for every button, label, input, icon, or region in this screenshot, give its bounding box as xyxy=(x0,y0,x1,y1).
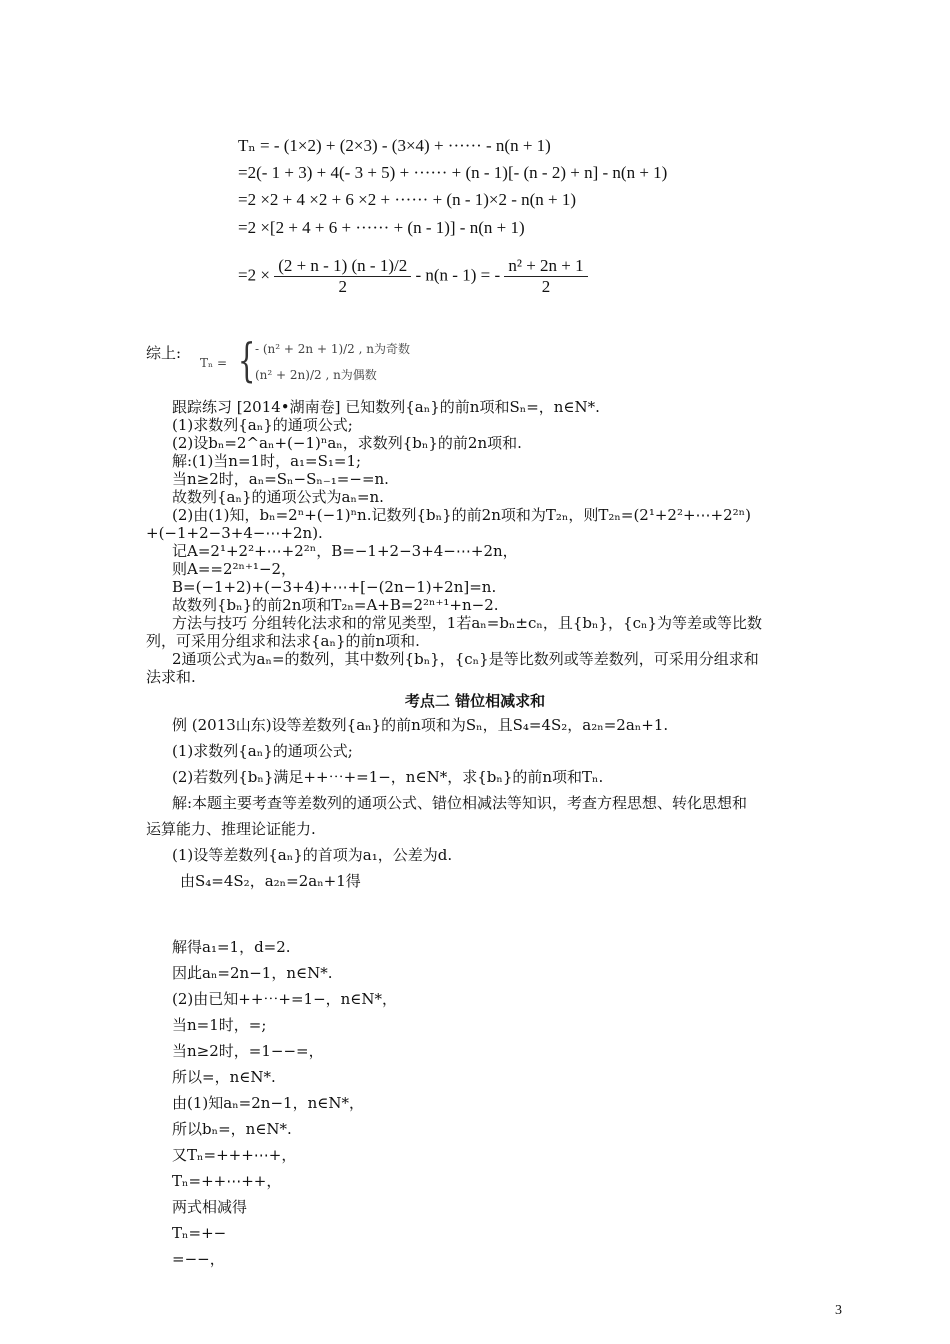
section-heading: 考点二 错位相减求和 xyxy=(404,692,546,710)
body3-line-11: Tₙ=+− xyxy=(172,1224,227,1242)
summary-case-odd: - (n² + 2n + 1)/2 , n为奇数 xyxy=(255,342,410,356)
body1-line-11: 故数列{bₙ}的前2n项和T₂ₙ=A+B=2²ⁿ⁺¹+n−2. xyxy=(172,596,499,614)
body2-line-0: 例 (2013山东)设等差数列{aₙ}的前n项和为Sₙ，且S₄=4S₂，a₂ₙ=2aₙ+1. xyxy=(172,716,669,734)
body3-line-4: 当n≥2时，=1−−=， xyxy=(172,1042,324,1060)
body3-line-8: 又Tₙ=+++⋯+， xyxy=(172,1146,297,1164)
body1-line-14: 2通项公式为aₙ=的数列，其中数列{bₙ}，{cₙ}是等比数列或等差数列，可采用分组求和 xyxy=(172,650,759,668)
body1-line-6: (2)由(1)知，bₙ=2ⁿ+(−1)ⁿn.记数列{bₙ}的前2n项和为T₂ₙ，则T₂ₙ=(2¹+2²+⋯+2²ⁿ) xyxy=(172,506,752,524)
body3-line-6: 由(1)知aₙ=2n−1，n∈N*， xyxy=(172,1094,364,1112)
body2-line-5: (1)设等差数列{aₙ}的首项为a₁，公差为d. xyxy=(172,846,453,864)
derivation-line-3: =2 ×2 + 4 ×2 + 6 ×2 + ······ + (n - 1)×2 - n(n + 1) xyxy=(238,190,577,209)
fraction-2-numerator: n² + 2n + 1 xyxy=(504,256,587,277)
body1-line-13: 列，可采用分组求和法求{aₙ}的前n项和. xyxy=(146,632,420,650)
body1-line-5: 故数列{aₙ}的通项公式为aₙ=n. xyxy=(172,488,384,506)
body3-line-7: 所以bₙ=，n∈N*. xyxy=(172,1120,292,1138)
body3-line-0: 解得a₁=1，d=2. xyxy=(172,938,291,956)
body1-line-1: (1)求数列{aₙ}的通项公式; xyxy=(172,416,353,434)
fraction-1-numerator: (2 + n - 1) (n - 1)/2 xyxy=(274,256,411,277)
body1-line-10: B=(−1+2)+(−3+4)+⋯+[−(2n−1)+2n]=n. xyxy=(172,578,497,596)
body1-line-8: 记A=2¹+2²+⋯+2²ⁿ，B=−1+2−3+4−⋯+2n， xyxy=(172,542,518,560)
body3-line-1: 因此aₙ=2n−1，n∈N*. xyxy=(172,964,333,982)
fraction-1-denominator: 2 xyxy=(338,277,347,296)
body3-line-12: =−−， xyxy=(172,1250,225,1268)
summary-lhs: Tₙ = xyxy=(200,356,228,370)
body3-line-9: Tₙ=++⋯++， xyxy=(172,1172,282,1190)
fraction-1 xyxy=(274,256,411,297)
derivation-line-4: =2 ×[2 + 4 + 6 + ······ + (n - 1)] - n(n + 1) xyxy=(238,218,525,237)
body1-line-9: 则A==2²ⁿ⁺¹−2， xyxy=(172,560,297,578)
derivation-line-5-middle: - n(n - 1) = - xyxy=(415,265,501,285)
body1-line-2: (2)设bₙ=2^aₙ+(−1)ⁿaₙ，求数列{bₙ}的前2n项和. xyxy=(172,434,522,452)
body1-line-0: 跟踪练习 [2014•湖南卷] 已知数列{aₙ}的前n项和Sₙ=，n∈N*. xyxy=(172,398,600,416)
summary-case-even: (n² + 2n)/2 , n为偶数 xyxy=(255,368,377,382)
body2-line-6: 由S₄=4S₂，a₂ₙ=2aₙ+1得 xyxy=(180,872,361,890)
body2-line-1: (1)求数列{aₙ}的通项公式; xyxy=(172,742,353,760)
body2-line-3: 解:本题主要考查等差数列的通项公式、错位相减法等知识，考查方程思想、转化思想和 xyxy=(172,794,748,812)
body1-line-3: 解:(1)当n=1时，a₁=S₁=1; xyxy=(172,452,362,470)
fraction-2-denominator: 2 xyxy=(541,277,551,296)
summary-label: 综上: xyxy=(146,344,182,362)
body1-line-7: +(−1+2−3+4−⋯+2n). xyxy=(146,524,323,542)
body3-line-2: (2)由已知++⋯+=1−，n∈N*， xyxy=(172,990,398,1008)
body3-line-10: 两式相减得 xyxy=(172,1198,248,1216)
piecewise-brace: { xyxy=(237,333,256,387)
body1-line-12: 方法与技巧 分组转化法求和的常见类型，1若aₙ=bₙ±cₙ，且{bₙ}，{cₙ}为等差或等比数 xyxy=(172,614,763,632)
derivation-line-2: =2(- 1 + 3) + 4(- 3 + 5) + ······ + (n - 1)[- (n - 2) + n] - n(n + 1) xyxy=(238,163,668,182)
body1-line-15: 法求和. xyxy=(146,668,196,686)
fraction-2 xyxy=(504,256,587,297)
derivation-line-5 xyxy=(238,256,588,297)
body2-line-4: 运算能力、推理论证能力. xyxy=(146,820,316,838)
body3-line-5: 所以=，n∈N*. xyxy=(172,1068,276,1086)
derivation-line-1: Tₙ = - (1×2) + (2×3) - (3×4) + ······ - n(n + 1) xyxy=(238,136,551,155)
body3-line-3: 当n=1时，=; xyxy=(172,1016,267,1034)
page-number: 3 xyxy=(835,1303,842,1318)
derivation-line-5-prefix: =2 × xyxy=(238,265,270,285)
body1-line-4: 当n≥2时，aₙ=Sₙ−Sₙ₋₁=−=n. xyxy=(172,470,389,488)
body2-line-2: (2)若数列{bₙ}满足++⋯+=1−，n∈N*，求{bₙ}的前n项和Tₙ. xyxy=(172,768,604,786)
